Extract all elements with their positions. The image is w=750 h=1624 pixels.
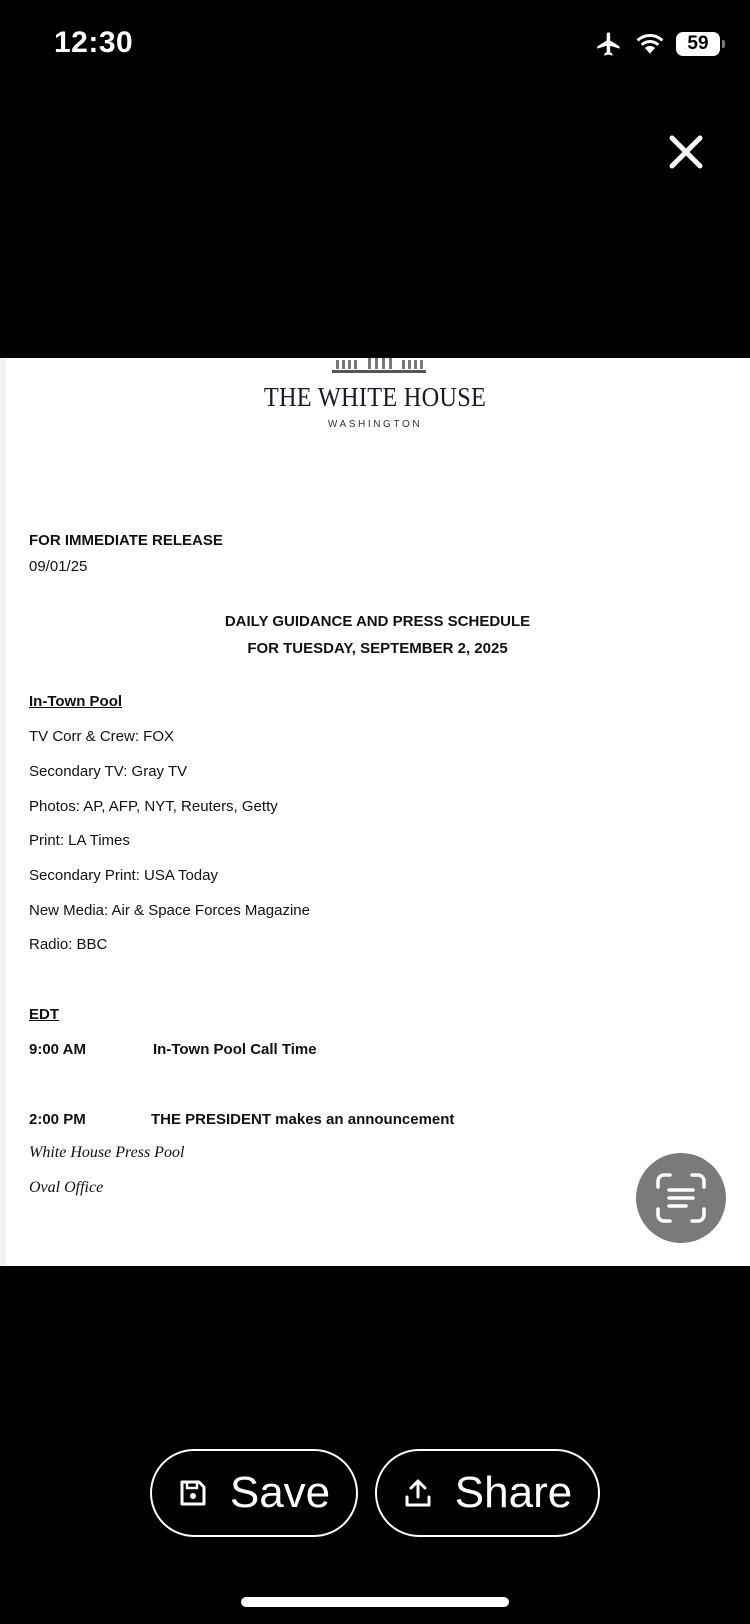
airplane-icon [594, 30, 624, 58]
live-text-button[interactable] [636, 1153, 726, 1243]
status-icons [594, 30, 720, 58]
location-note: Oval Office [29, 1179, 104, 1196]
share-label: Share [454, 1468, 573, 1517]
release-date: 09/01/25 [29, 558, 88, 575]
save-button[interactable] [150, 1449, 358, 1537]
logo-subtitle: WASHINGTON [327, 419, 423, 430]
heading-line-2: FOR TUESDAY, SEPTEMBER 2, 2025 [247, 640, 508, 657]
close-button[interactable] [664, 130, 708, 174]
pool-item: New Media: Air & Space Forces Magazine [29, 902, 310, 919]
document-image [0, 358, 750, 1266]
status-time: 12:30 [54, 26, 134, 59]
home-indicator[interactable] [241, 1597, 509, 1607]
white-house-building-icon [332, 358, 426, 374]
battery-icon [676, 32, 720, 56]
schedule-time: 9:00 AM [29, 1041, 86, 1058]
pool-item: TV Corr & Crew: FOX [29, 728, 175, 745]
battery-level: 59 [687, 33, 709, 54]
pool-item: Print: LA Times [29, 832, 130, 849]
logo-title: THE WHITE HOUSE [263, 382, 487, 412]
share-button[interactable] [375, 1449, 600, 1537]
share-icon [403, 1477, 433, 1509]
release-label: FOR IMMEDIATE RELEASE [29, 532, 223, 549]
coverage-note: White House Press Pool [29, 1144, 185, 1161]
close-icon [664, 130, 708, 174]
schedule-time: 2:00 PM [29, 1111, 86, 1128]
pool-heading: In-Town Pool [29, 693, 123, 710]
pool-item: Secondary Print: USA Today [29, 867, 218, 884]
pool-item: Photos: AP, AFP, NYT, Reuters, Getty [29, 798, 278, 815]
wifi-icon [636, 33, 664, 55]
pool-item: Secondary TV: Gray TV [29, 763, 188, 780]
pool-item: Radio: BBC [29, 936, 108, 953]
heading-line-1: DAILY GUIDANCE AND PRESS SCHEDULE [224, 613, 531, 630]
schedule-event: THE PRESIDENT makes an announcement [151, 1111, 455, 1128]
status-bar [0, 0, 750, 90]
save-label: Save [229, 1468, 331, 1517]
schedule-event: In-Town Pool Call Time [153, 1041, 317, 1058]
text-scan-icon [636, 1153, 726, 1243]
timezone-heading: EDT [29, 1006, 59, 1023]
save-icon [178, 1478, 208, 1508]
